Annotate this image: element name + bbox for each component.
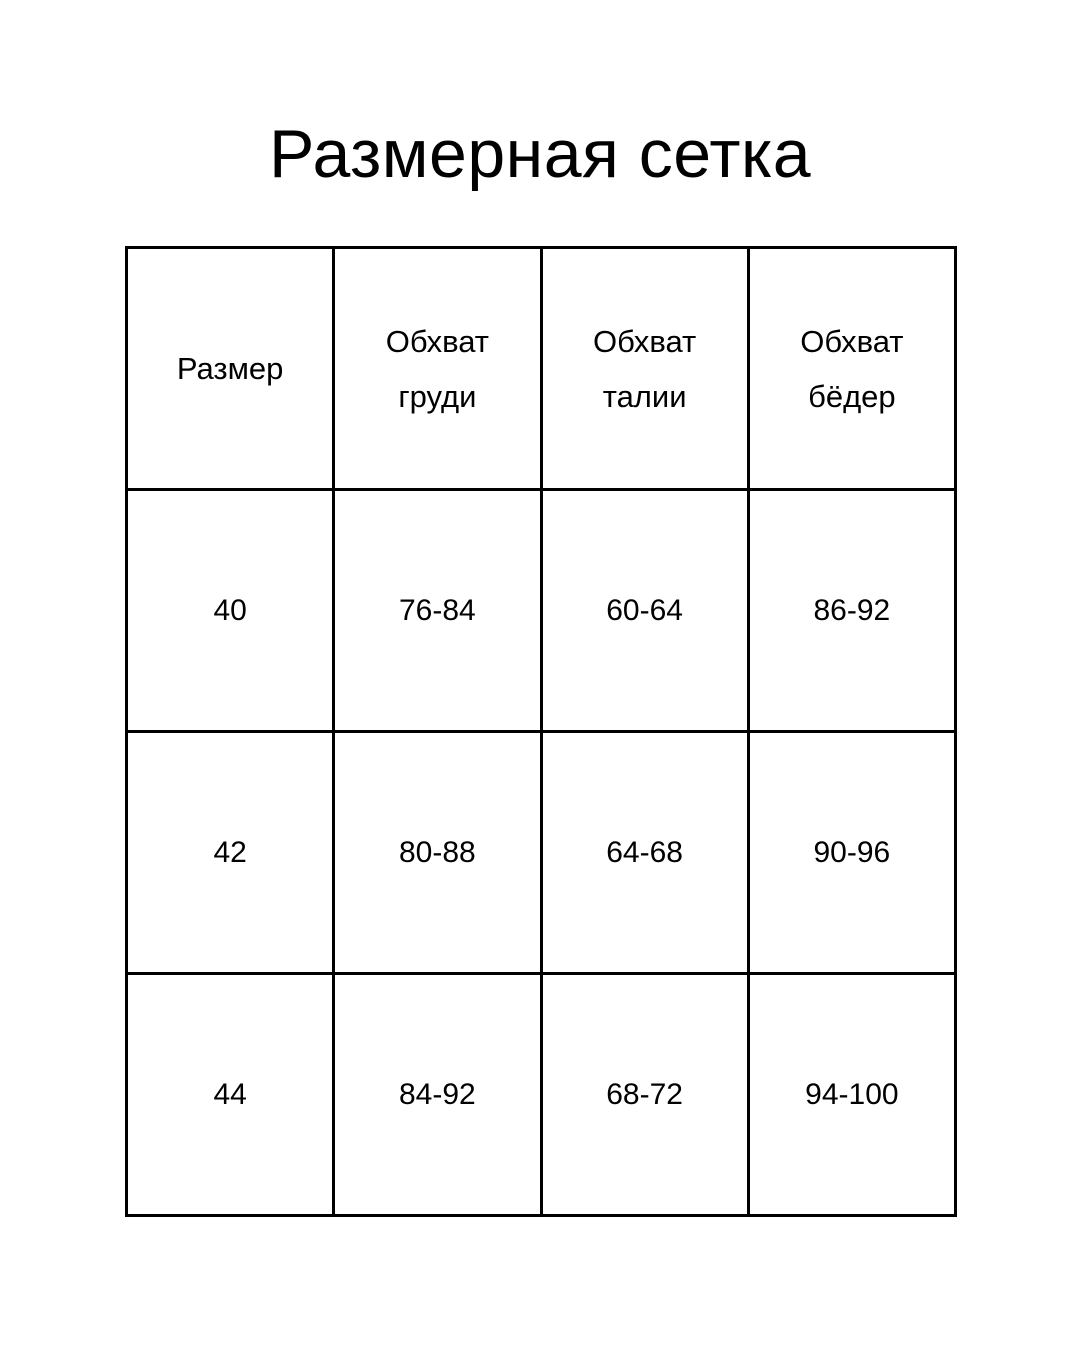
header-cell-chest <box>334 248 541 490</box>
chest-cell: 84-92 <box>334 974 541 1216</box>
header-label: Размер <box>176 351 284 386</box>
size-cell: 42 <box>127 732 334 974</box>
page-title: Размерная сетка <box>268 116 812 192</box>
size-cell: 40 <box>127 490 334 732</box>
chest-cell: 80-88 <box>334 732 541 974</box>
waist-cell: 68-72 <box>541 974 748 1216</box>
chest-cell: 76-84 <box>334 490 541 732</box>
waist-cell: 64-68 <box>541 732 748 974</box>
header-label: Обхват бёдер <box>800 323 904 414</box>
header-cell-hips <box>748 248 955 490</box>
header-cell-waist <box>541 248 748 490</box>
waist-cell: 60-64 <box>541 490 748 732</box>
header-label: Обхват груди <box>385 323 489 414</box>
size-cell: 44 <box>127 974 334 1216</box>
hips-cell: 90-96 <box>748 732 955 974</box>
table-row <box>127 974 956 1216</box>
header-label: Обхват талии <box>593 323 697 414</box>
table-row <box>127 490 956 732</box>
header-cell-size <box>127 248 334 490</box>
table-header-row <box>127 248 956 490</box>
hips-cell: 86-92 <box>748 490 955 732</box>
size-chart-table <box>125 246 957 1217</box>
hips-cell: 94-100 <box>748 974 955 1216</box>
table-row <box>127 732 956 974</box>
